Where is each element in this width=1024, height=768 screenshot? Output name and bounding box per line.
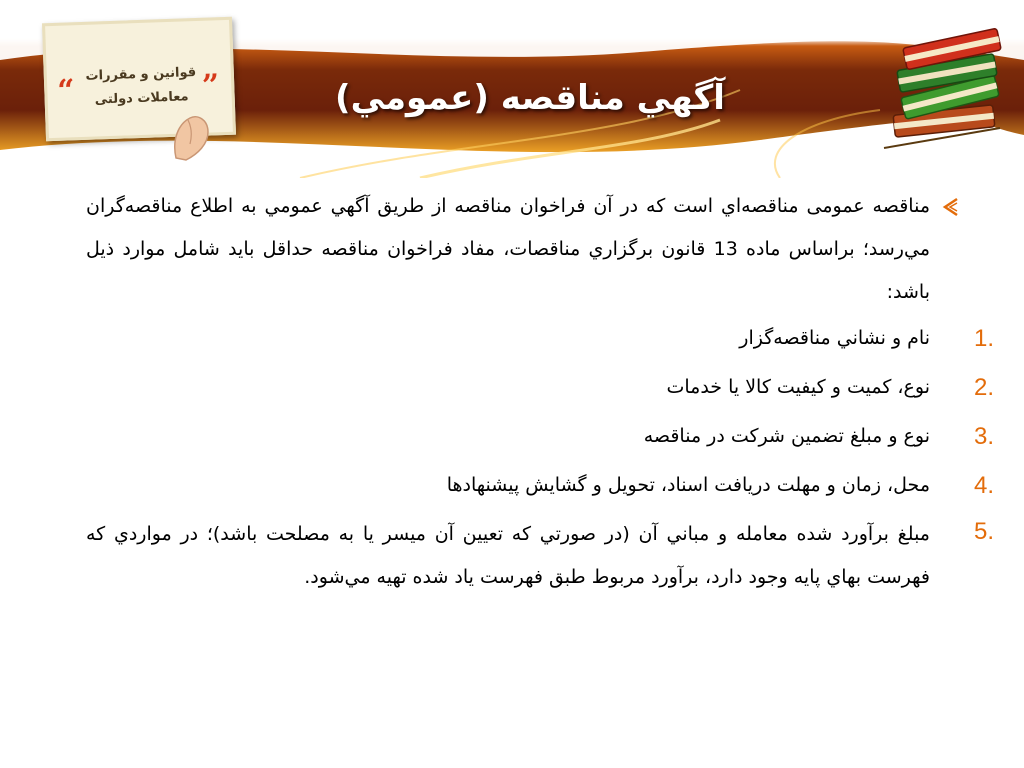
list-number: 1. (973, 325, 994, 352)
intro-paragraph: مناقصه عمومی مناقصه‌اي است که در آن فراخوان مناقصه از طريق آگهي عمومي به اطلاع مناقصه‌گران مي‌رسد؛ براساس ماده 13 قانون برگزاري مناقصات، مفاد فراخوان مناقصه حداقل بايد شامل موارد ذيل باشد: (86, 195, 930, 303)
list-item (86, 363, 994, 412)
slide-content (86, 185, 994, 599)
list-number: 5. (973, 518, 994, 545)
list-item-text: نوع و مبلغ تضمين شرکت در مناقصه (643, 425, 930, 447)
close-quote-icon: ” (201, 68, 220, 104)
list-number: 4. (973, 472, 994, 499)
note-line-2: معاملات دولتی (94, 89, 189, 108)
books-icon (880, 28, 1010, 152)
list-item (86, 510, 994, 599)
list-item (86, 461, 994, 510)
list-item (86, 314, 994, 363)
hand-icon (168, 110, 218, 162)
list-item-text: محل، زمان و مهلت دريافت اسناد، تحويل و گشايش پيشنهادها (446, 474, 930, 496)
list-item (86, 412, 994, 461)
open-quote-icon: “ (56, 73, 76, 109)
requirements-list (86, 314, 994, 599)
list-item-text: نوع، کميت و کيفيت کالا يا خدمات (666, 376, 930, 398)
list-number: 3. (973, 423, 994, 450)
page-title: آگهي مناقصه (عمومي) (335, 78, 725, 118)
arrow-bullet-icon (942, 197, 962, 217)
list-item-text: نام و نشاني مناقصه‌گزار (739, 327, 930, 349)
list-item-text: مبلغ برآورد شده معامله و مباني آن (در صورتي که تعيين آن ميسر يا به مصلحت باشد)؛ در مواردي که فهرست بهاي پايه وجود دارد، برآورد مربوط طبق فهرست ياد شده تهيه مي‌شود. (86, 523, 930, 588)
list-number: 2. (973, 374, 994, 401)
note-line-1: قوانين و مقررات (85, 65, 197, 84)
